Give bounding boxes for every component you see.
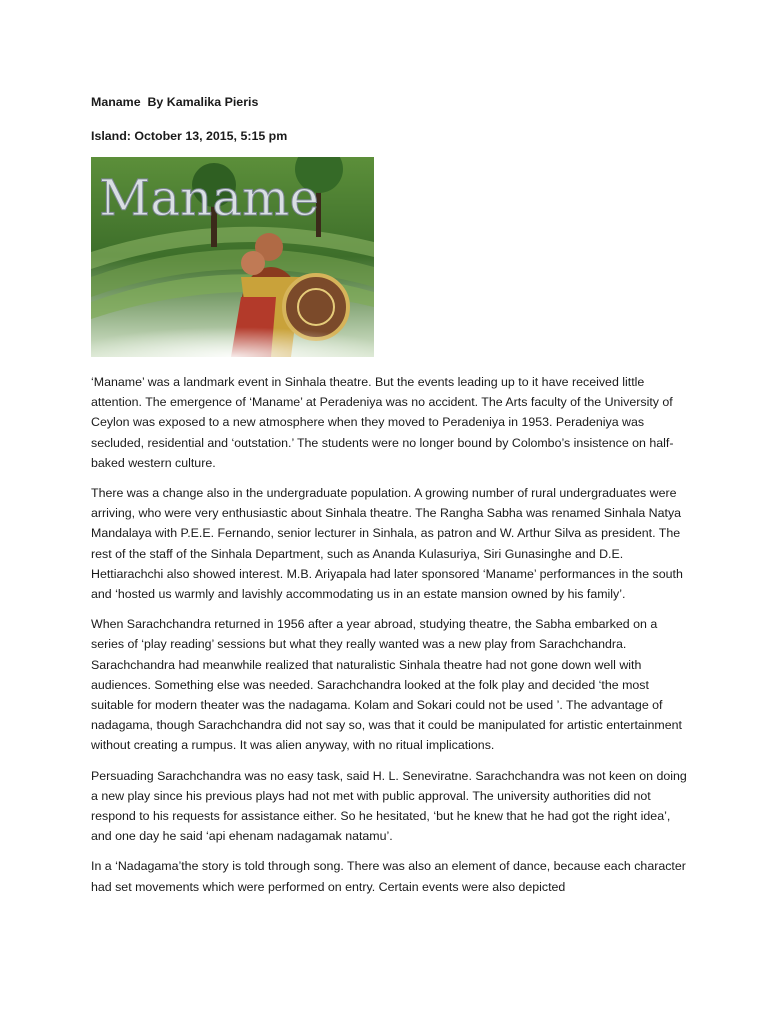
paragraph-5: In a ‘Nadagama’the story is told through song. There was also an element of dance, because each character had set movements which were performed on entry. Certain events were also depicted (91, 859, 686, 894)
maname-logo-text: Maname (99, 169, 320, 227)
paragraph-3: When Sarachchandra returned in 1956 after a year abroad, studying theatre, the Sabha embarked on a series of ‘play reading’ sessions but what they really wanted was a new play from Sarachchandra. Sarachchandra had meanwhile realized that naturalistic Sinhala theatre had not gone down well with audiences. Something else was needed. Sarachchandra looked at the folk play and decided ‘the most suitable for modern theater was the nadagama. Kolam and Sokari could not be used ’. The advantage of nadagama, though Sarachchandra did not say so, was that it could be manipulated for artistic entertainment without creating a rumpus. It was alien anyway, with no ritual implications. (91, 617, 682, 753)
article-dateline: Island: October 13, 2015, 5:15 pm (91, 129, 288, 143)
maname-poster-image (91, 157, 374, 357)
document-page (91, 92, 689, 897)
article-title: Maname By Kamalika Pieris (91, 95, 259, 109)
paragraph-1: ‘Maname’ was a landmark event in Sinhala theatre. But the events leading up to it have received little attention. The emergence of ‘Maname’ at Peradeniya was no accident. The Arts faculty of the University of Ceylon was exposed to a new atmosphere when they moved to Peradeniya in 1953. Peradeniya was secluded, residential and ‘outstation.’ The students were no longer bound by Colombo’s insistence on half-baked western culture. (91, 375, 674, 470)
paragraph-4: Persuading Sarachchandra was no easy task, said H. L. Seneviratne. Sarachchandra was not keen on doing a new play since his previous plays had not met with public approval. The university authorities did not respond to his requests for assistance either. So he hesitated, ‘but he knew that he had got the right idea’, and one day he said ‘api ehenam nadagamak natamu’. (91, 768, 687, 844)
paragraph-2: There was a change also in the undergraduate population. A growing number of rural undergraduates were arriving, who were very enthusiastic about Sinhala theatre. The Rangha Sabha was renamed Sinhala Natya Mandalaya with P.E.E. Fernando, senior lecturer in Sinhala, as patron and W. Arthur Silva as president. The rest of the staff of the Sinhala Department, such as Ananda Kulasuriya, Siri Gunasinghe and D.E. Hettiarachchi also showed interest. M.B. Ariyapala had later sponsored ‘Maname’ performances in the south and ‘hosted us warmly and lavishly accommodating us in an estate mansion owned by his family’. (91, 486, 683, 602)
